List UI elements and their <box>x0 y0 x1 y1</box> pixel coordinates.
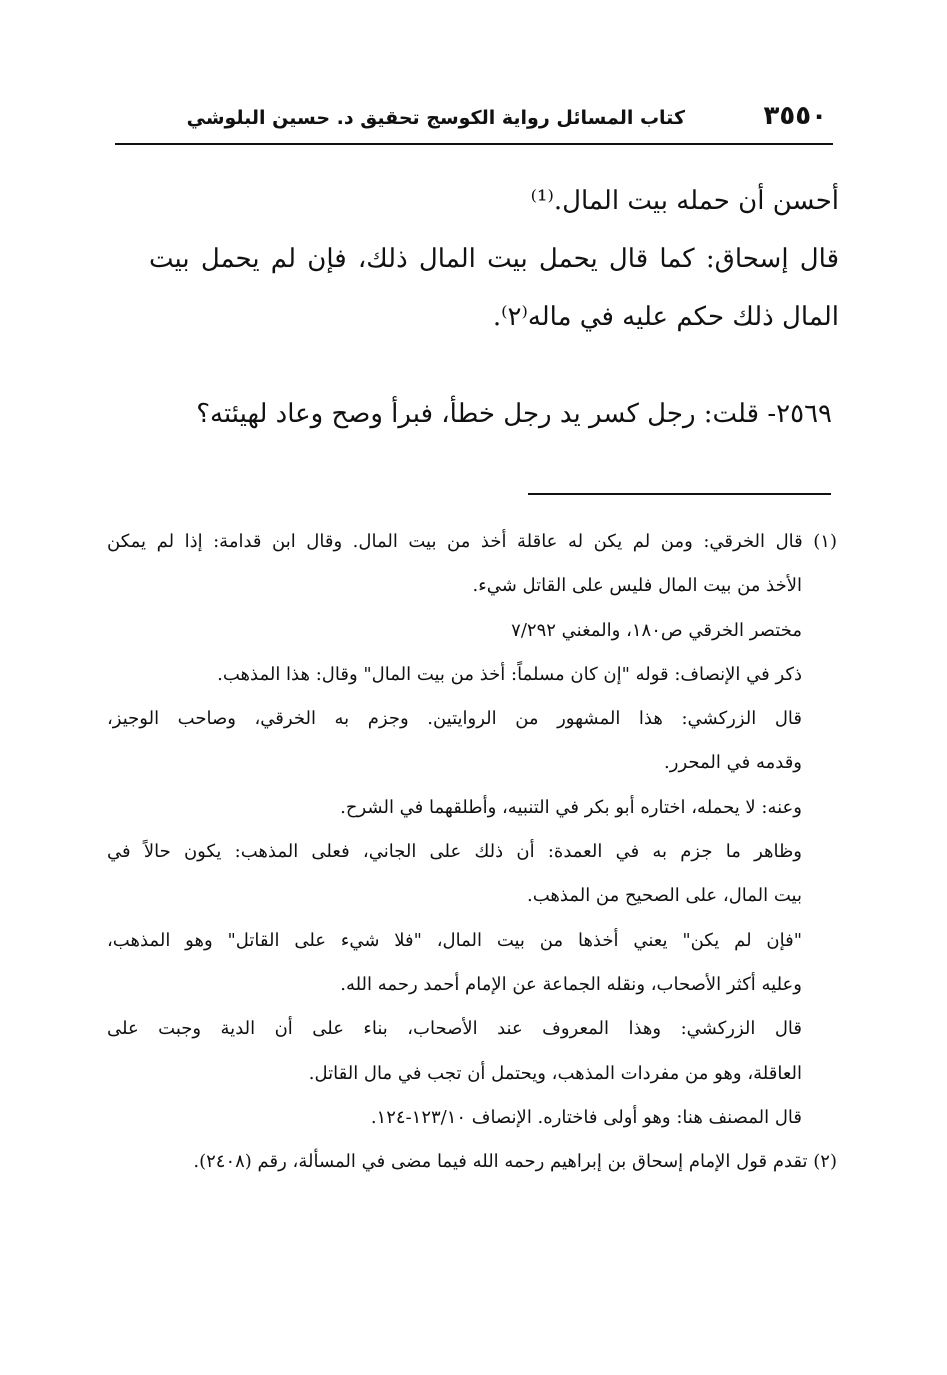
main-text-line: أحسن أن حمله بيت المال.⁽¹⁾ <box>530 186 839 216</box>
page-number: ٣٥٥٠ <box>763 101 827 131</box>
footnote-line: بيت المال، على الصحيح من المذهب. <box>526 885 802 907</box>
footnotes <box>107 520 837 1184</box>
footnote-line: قال الزركشي: هذا المشهور من الروايتين. وجزم به الخرقي، وصاحب الوجيز، <box>107 708 802 730</box>
footnote-line: مختصر الخرقي ص١٨٠، والمغني ٧/٢٩٢ <box>511 619 802 641</box>
question-2569: ٢٥٦٩- قلت: رجل كسر يد رجل خطأ، فبرأ وصح وعاد لهيئته؟ <box>196 399 832 429</box>
main-text-line: المال ذلك حكم عليه في ماله⁽٢⁾. <box>492 302 839 332</box>
footnote-line: "فإن لم يكن" يعني أخذها من بيت المال، "فلا شيء على القاتل" وهو المذهب، <box>107 929 802 951</box>
footnote-divider <box>528 493 831 495</box>
footnote-line: ذكر في الإنصاف: قوله "إن كان مسلماً: أخذ من بيت المال" وقال: هذا المذهب. <box>217 663 802 685</box>
footnote-line: قال المصنف هنا: وهو أولى فاختاره. الإنصاف ١٢٣/١٠-١٢٤. <box>370 1106 802 1128</box>
footnote-line: (١) قال الخرقي: ومن لم يكن له عاقلة أخذ من بيت المال. وقال ابن قدامة: إذا لم يمكن <box>107 531 837 552</box>
footnote-line: وظاهر ما جزم به في العمدة: أن ذلك على الجاني، فعلى المذهب: يكون حالاً في <box>107 841 802 863</box>
footnote-line: وعنه: لا يحمله، اختاره أبو بكر في التنبيه، وأطلقهما في الشرح. <box>340 796 802 818</box>
running-header <box>115 96 835 140</box>
footnote-line: (٢) تقدم قول الإمام إسحاق بن إبراهيم رحمه الله فيما مضى في المسألة، رقم (٢٤٠٨). <box>193 1151 837 1173</box>
main-text <box>149 172 839 346</box>
footnote-line: العاقلة، وهو من مفردات المذهب، ويحتمل أن تجب في مال القاتل. <box>308 1062 802 1084</box>
running-header-title: كتاب المسائل رواية الكوسج تحقيق د. حسين البلوشي <box>186 107 685 129</box>
footnote-line: وقدمه في المحرر. <box>664 752 802 774</box>
footnote-line: الأخذ من بيت المال فليس على القاتل شيء. <box>472 575 802 597</box>
footnote-line: وعليه أكثر الأصحاب، ونقله الجماعة عن الإمام أحمد رحمه الله. <box>340 973 802 995</box>
footnote-line: قال الزركشي: وهذا المعروف عند الأصحاب، بناء على أن الدية وجبت على <box>107 1018 802 1040</box>
main-text-line: قال إسحاق: كما قال يحمل بيت المال ذلك، فإن لم يحمل بيت <box>149 244 839 274</box>
header-divider <box>115 143 833 145</box>
